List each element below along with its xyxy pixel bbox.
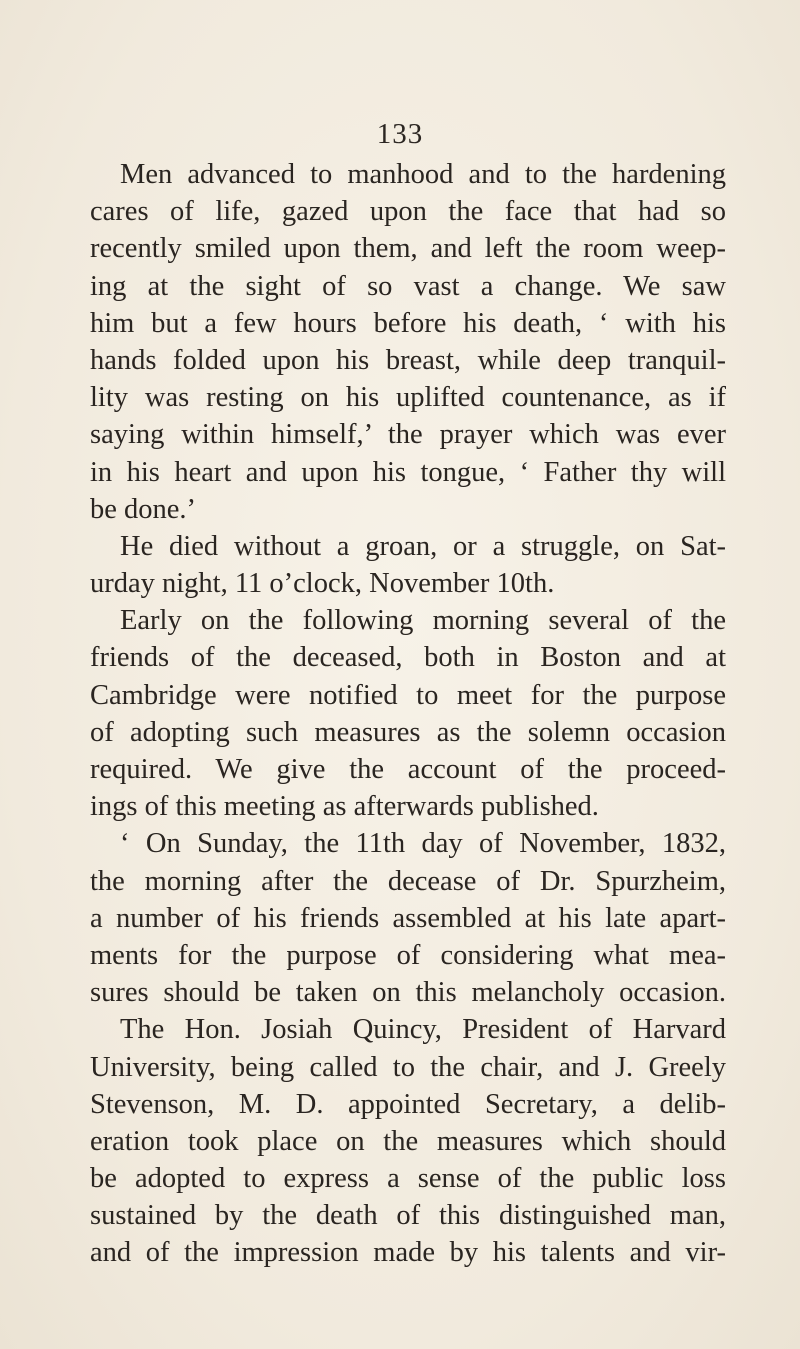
text-line: recently smiled upon them, and left the room weep- [90,233,726,265]
text-line: ‘ On Sunday, the 11th day of November, 1832, [120,828,726,860]
text-line: He died without a groan, or a struggle, on Sat- [120,530,726,562]
text-line: ing at the sight of so vast a change. We saw [90,270,726,302]
text-line: friends of the deceased, both in Boston and at [90,642,726,674]
text-line: the morning after the decease of Dr. Spurzheim, [90,865,726,897]
text-line: sures should be taken on this melancholy occasion. [90,977,726,1009]
text-line: cares of life, gazed upon the face that had so [90,196,726,228]
text-line: The Hon. Josiah Quincy, President of Harvard [120,1014,726,1046]
text-line: a number of his friends assembled at his late apart- [90,902,726,934]
text-line: Early on the following morning several of the [120,605,726,637]
text-line: of adopting such measures as the solemn occasion [90,716,726,748]
text-line: required. We give the account of the proceed- [90,754,726,785]
text-line: Men advanced to manhood and to the hardening [120,159,726,190]
text-line: in his heart and upon his tongue, ‘ Father thy will [90,456,726,488]
text-line: hands folded upon his breast, while deep tranquil- [90,344,726,376]
text-line: be adopted to express a sense of the public loss [90,1163,726,1195]
text-line: eration took place on the measures which should [90,1125,726,1157]
text-line: University, being called to the chair, and J. Greely [90,1051,726,1083]
text-line: and of the impression made by his talents and vir- [90,1237,726,1269]
text-line: urday night, 11 o’clock, November 10th. [90,568,555,600]
text-line: be done.’ [90,493,197,525]
text-line: sustained by the death of this distinguished man, [90,1200,726,1232]
text-line: ings of this meeting as afterwards published. [90,791,599,823]
text-line: Cambridge were notified to meet for the purpose [90,679,726,711]
text-line: lity was resting on his uplifted countenance, as if [90,382,726,414]
text-line: Stevenson, M. D. appointed Secretary, a delib- [90,1088,726,1120]
text-line: saying within himself,’ the prayer which was ever [90,419,726,451]
page-number: 133 [376,118,424,150]
body-text [90,156,726,1272]
text-line: him but a few hours before his death, ‘ with his [90,307,726,339]
text-line: ments for the purpose of considering what mea- [90,939,726,971]
